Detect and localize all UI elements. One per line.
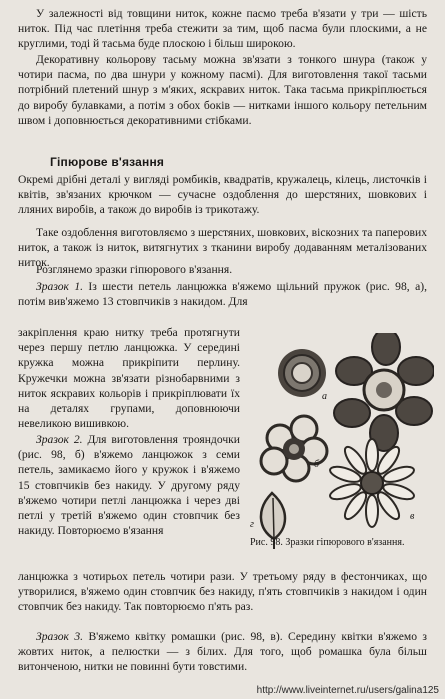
crochet-samples-illustration xyxy=(244,333,434,551)
page-number: 125 xyxy=(422,685,439,696)
figure-label-b: б xyxy=(314,459,320,470)
figure-caption: Рис. 98. Зразки гіпюрового в'язання. xyxy=(250,537,405,548)
sample-1-label: Зразок 1. xyxy=(36,280,84,293)
paragraph-threads: Таке оздоблення виготовляємо з шерстяних, шовкових, віскозних та паперових ниток, а також із ниток, витягнутих з тканини виробу додаванням металізованих ниток. xyxy=(18,226,427,270)
sample-3-label: Зразок 3. xyxy=(36,630,84,643)
figure-label-g: г xyxy=(250,519,254,530)
sample-2-label: Зразок 2. xyxy=(36,433,83,446)
sample-a-circle xyxy=(278,349,326,397)
paragraph-intro: У залежності від товщини ниток, кожне пасмо треба в'язати у три — шість ниток. Під час плетіння треба стежити за тим, щоб пасма були плоскими, а не круглими, тоді й тасьма буде плоскою і більш широкою. xyxy=(18,7,427,51)
sample-2 xyxy=(18,432,240,538)
sample-1-text: Із шести петель ланцюжка в'яжемо щільний пружок (рис. 98, а), потім вив'яжемо 13 стовпчиків з накидом. Для xyxy=(18,280,427,309)
sample-large-flower xyxy=(334,333,434,451)
sample-3-text: В'яжемо квітку ромашки (рис. 98, в). Середину квітки в'яжемо з жовтих ниток, а пелюстки — з білих. Для того, щоб ромашка була більш витонченою, нитки не повинні бути товстими. xyxy=(18,630,427,674)
page-footer xyxy=(257,685,439,696)
figure-label-c: в xyxy=(410,511,415,522)
paragraph-samples-intro: Розглянемо зразки гіпюрового в'язання. xyxy=(36,263,233,276)
sample-c-daisy xyxy=(328,439,415,527)
paragraph-guipure-intro: Окремі дрібні деталі у вигляді ромбиків, квадратів, кружалець, кілець, листочків і квітів, зв'язаних крючком — сучасне оздоблення до шерстяних, шовкових і лляних виробів, а також до виробів із трикотажу. xyxy=(18,173,427,217)
watermark-url: http://www.liveinternet.ru/users/galina xyxy=(256,685,423,696)
sample-2-continued: ланцюжка з чотирьох петель чотири рази. У третьому ряду в фестончиках, що утворилися, в'яжемо один стовпчик без накиду, п'ять стовпчиків з накидом і один стовпчик без накиду. Так повторюємо п'ять раз. xyxy=(18,570,427,614)
sample-3 xyxy=(18,629,427,675)
figure-label-a: а xyxy=(322,391,327,402)
sample-1-first-lines xyxy=(18,279,427,309)
sample-1-rest: закріплення краю нитку треба протягнути через першу петлю ланцюжка. У середині кружка можна прикріпити перлину. Кружечки можна зв'язати різнобарвними з ниток яскравих кольорів і прикріплювати їх на деталях групами, доповнюючи невеликою вишивкою. xyxy=(18,326,240,431)
figure-98 xyxy=(244,333,434,551)
sample-2-text: Для виготовлення трояндочки (рис. 98, б) в'яжемо ланцюжок з семи петель, замикаємо його у кружок і в'яжемо 15 стовпчиків без накиду. У другому ряду в'яжемо чотири петлі ланцюжка і через дві петлі у третій в'яжемо один стовпчик без накиду. Повторюємо в'язання xyxy=(18,433,240,538)
sample-b-rose xyxy=(261,416,327,481)
section-heading: Гіпюрове в'язання xyxy=(50,155,165,169)
paragraph-decorative-tape: Декоративну кольорову тасьму можна зв'язати з тонкого шнура (також у чотири пасма, по два шнури у кожному пасмі). Для виготовлення такої тасьми потрібний плетений шнур з м'яких, яскравих ниток. Така тасьма прикріплюється до виробу булавками, а потім з обох боків — нитками іншого кольору петельним швом і доповнюється декоративними стібками. xyxy=(18,53,427,127)
